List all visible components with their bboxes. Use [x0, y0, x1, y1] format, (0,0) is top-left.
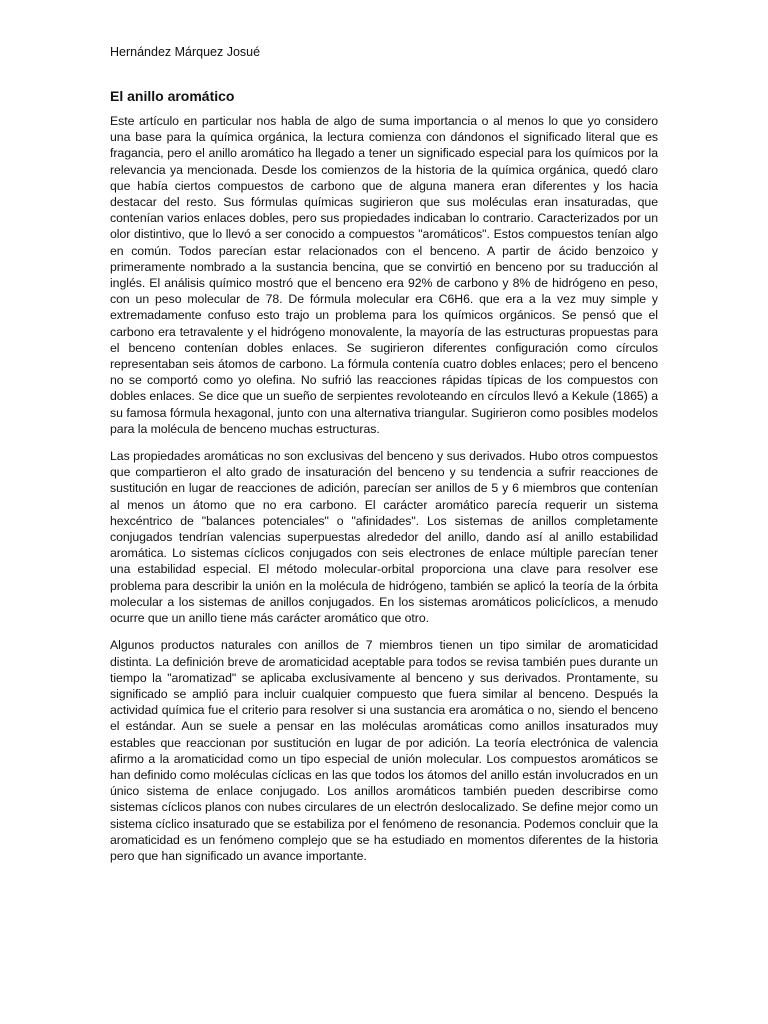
document-body — [110, 113, 658, 875]
paragraph-1: Este artículo en particular nos habla de algo de suma importancia o al menos lo que yo considero una base para la química orgánica, la lectura comienza con dándonos el significado literal que es fragancia, pero el anillo aromático ha llegado a tener un significado especial para los químicos por la relevancia ya mencionada. Desde los comienzos de la historia de la química orgánica, quedó claro que había ciertos compuestos de carbono que de alguna manera eran diferentes y los hacia destacar del resto. Sus fórmulas químicas sugirieron que sus moléculas eran insaturadas, que contenían varios enlaces dobles, pero sus propiedades indicaban lo contrario. Caracterizados por un olor distintivo, que lo llevó a ser conocido a compuestos "aromáticos". Estos compuestos tenían algo en común. Todos parecían estar relacionados con el benceno. A partir de ácido benzoico y primeramente nombrado a la sustancia bencina, que se convirtió en benceno por su traducción al inglés. El análisis químico mostró que el benceno era 92% de carbono y 8% de hidrógeno en peso, con un peso molecular de 78. De fórmula molecular era C6H6. que era a la vez muy simple y extremadamente confuso esto trajo un problema para los químicos orgánicos. Se pensó que el carbono era tetravalente y el hidrógeno monovalente, la mayoría de las estructuras propuestas para el benceno contenían dobles enlaces. Se sugirieron diferentes configuración como círculos representaban seis átomos de carbono. La fórmula contenía cuatro dobles enlaces; pero el benceno no se comportó como yo olefina. No sufrió las reacciones rápidas típicas de los compuestos con dobles enlaces. Se dice que un sueño de serpientes revoloteando en círculos llevó a Kekule (1865) a su famosa fórmula hexagonal, junto con una alternativa triangular. Sugirieron como posibles modelos para la molécula de benceno muchas estructuras. — [110, 114, 658, 436]
paragraph-2: Las propiedades aromáticas no son exclusivas del benceno y sus derivados. Hubo otros compuestos que compartieron el alto grado de insaturación del benceno y su tendencia a sufrir reacciones de sustitución en lugar de reacciones de adición, parecían ser anillos de 5 y 6 miembros que contenían al menos un átomo que no era carbono. El carácter aromático parecía requerir un sistema hexcéntrico de "balances potenciales" o "afinidades". Los sistemas de anillos completamente conjugados tendrían valencias superpuestas alrededor del anillo, dando así al anillo estabilidad aromática. Lo sistemas cíclicos conjugados con seis electrones de enlace múltiple parecían tener una estabilidad especial. El método molecular-orbital proporciona una clave para resolver ese problema para describir la unión en la molécula de hidrógeno, también se aplicó la teoría de la órbita molecular a los sistemas de anillos conjugados. En los sistemas aromáticos policíclicos, a menudo ocurre que un anillo tiene más carácter aromático que otro. — [110, 449, 658, 626]
paragraph-3: Algunos productos naturales con anillos de 7 miembros tienen un tipo similar de aromaticidad distinta. La definición breve de aromaticidad aceptable para todos se revisa también pues durante un tiempo la "aromatizad" se aplicaba exclusivamente al benceno y sus derivados. Prontamente, su significado se amplió para incluir cualquier compuesto que fuera similar al benceno. Después la actividad química fue el criterio para resolver si una sustancia era aromática o no, siendo el benceno el estándar. Aun se suele a pensar en las moléculas aromáticas como anillos insaturados muy estables que reaccionan por sustitución en lugar de por adición. La teoría electrónica de valencia afirmo a la aromaticidad como un tipo especial de unión molecular. Los compuestos aromáticos se han definido como moléculas cíclicas en las que todos los átomos del anillo están involucrados en un único sistema de enlace conjugado. Los anillos aromáticos también pueden describirse como sistemas cíclicos planos con nubes circulares de un electrón deslocalizado. Se define mejor como un sistema cíclico insaturado que se estabiliza por el fenómeno de resonancia. Podemos concluir que la aromaticidad es un fenómeno complejo que se ha estudiado en momentos diferentes de la historia pero que han significado un avance importante. — [110, 638, 658, 863]
author-name: Hernández Márquez Josué — [110, 45, 261, 59]
document-title: El anillo aromático — [110, 88, 235, 104]
